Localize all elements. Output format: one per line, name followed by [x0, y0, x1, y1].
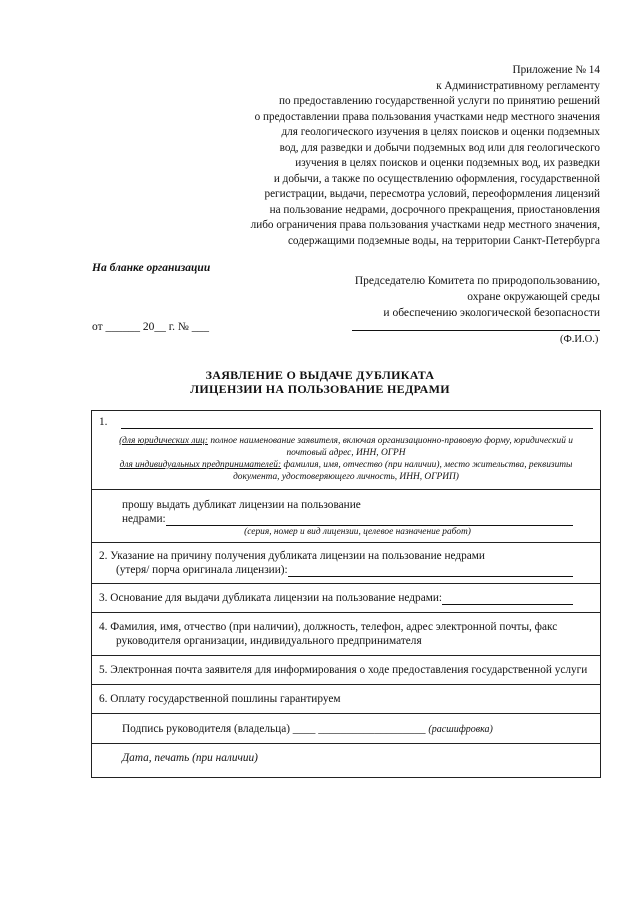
appendix-line: либо ограничения права пользования участками недр местного значения,: [250, 219, 600, 231]
form-row-applicant: [92, 411, 601, 490]
basis-field[interactable]: [442, 593, 573, 605]
hint-ip-label: для индивидуальных предпринимателей:: [119, 460, 282, 470]
head-info-text: 4. Фамилия, имя, отчество (при наличии), должность, телефон, адрес электронной почты, факс руководителя организации, индивидуального предпринимателя: [99, 621, 558, 647]
appendix-line: и добычи, а также по осуществлению оформления, государственной: [273, 172, 600, 185]
fee-text: 6. Оплату государственной пошлины гарантируем: [99, 693, 341, 705]
date-stamp-text: Дата, печать (при наличии): [122, 752, 258, 764]
fio-field[interactable]: [352, 330, 600, 331]
appendix-header: [150, 63, 600, 249]
form-row-signature: [92, 714, 601, 744]
request-label: недрами:: [122, 513, 166, 525]
appendix-line: содержащими подземные воды, на территории Санкт-Петербурга: [287, 234, 600, 247]
reason-text: 2. Указание на причину получения дубликата лицензии на пользование недрами: [99, 550, 485, 562]
signature-hint: (расшифровка): [428, 724, 493, 735]
appendix-line: по предоставлению государственной услуги по принятию решений: [279, 95, 600, 107]
form-row-date: [92, 744, 601, 778]
hint-legal-label: (для юридических лиц:: [119, 436, 208, 446]
application-form: [91, 410, 601, 778]
addressee-line: и обеспечению экологической безопасности: [383, 307, 600, 319]
appendix-line: изучения в целях поисков и оценки подземных вод, их разведки: [295, 157, 600, 169]
form-row-head: [92, 613, 601, 656]
appendix-line: на пользование недрами, досрочного прекращения, приостановления: [269, 203, 600, 216]
form-row-request: [92, 490, 601, 543]
hint-legal-text: полное наименование заявителя, включая организационно-правовую форму, юридический и почтовый адрес, ИНН, ОГРН: [207, 436, 573, 458]
email-text: 5. Электронная почта заявителя для информирования о ходе предоставления государственной услуги: [99, 664, 588, 676]
appendix-line: о предоставлении права пользования участками недр местного значения: [254, 110, 600, 123]
request-text: прошу выдать дубликат лицензии на пользование: [122, 499, 361, 511]
appendix-line: регистрации, выдачи, пересмотра условий, переоформления лицензий: [264, 188, 600, 200]
applicant-field[interactable]: [121, 417, 593, 429]
blank-label: На бланке организации: [92, 262, 211, 274]
date-number-line: от ______ 20__ г. № ___: [92, 321, 210, 333]
fio-label: (Ф.И.О.): [560, 334, 599, 345]
reason-field[interactable]: [288, 565, 573, 577]
appendix-line: Приложение № 14: [512, 64, 600, 76]
addressee: [300, 273, 600, 321]
request-hint: (серия, номер и вид лицензии, целевое назначение работ): [244, 527, 471, 537]
document-title: [0, 368, 640, 396]
hint-ip-text: фамилия, имя, отчество (при наличии), место жительства, реквизиты документа, удостоверяющего личность, ИНН, ОГРИП): [233, 460, 573, 482]
appendix-line: к Административному регламенту: [436, 79, 600, 92]
title-line-1: ЗАЯВЛЕНИЕ О ВЫДАЧЕ ДУБЛИКАТА: [205, 368, 435, 382]
reason-label: (утеря/ порча оригинала лицензии):: [116, 564, 288, 576]
applicant-hint: [99, 435, 593, 483]
appendix-line: для геологического изучения в целях поисков и оценки подземных: [281, 126, 600, 138]
form-row-fee: [92, 685, 601, 714]
basis-label: 3. Основание для выдачи дубликата лицензии на пользование недрами:: [99, 592, 443, 604]
form-row-email: [92, 656, 601, 685]
license-field[interactable]: [166, 514, 573, 526]
addressee-line: охране окружающей среды: [467, 291, 600, 303]
addressee-line: Председателю Комитета по природопользованию,: [354, 275, 600, 287]
appendix-line: вод, для разведки и добычи подземных вод или для геологического: [279, 141, 600, 154]
form-row-reason: [92, 543, 601, 584]
title-line-2: ЛИЦЕНЗИИ НА ПОЛЬЗОВАНИЕ НЕДРАМИ: [190, 382, 450, 396]
signature-text: Подпись руководителя (владельца) ____ ___________________: [122, 723, 426, 735]
item-number: 1.: [99, 416, 108, 428]
form-row-basis: [92, 584, 601, 613]
